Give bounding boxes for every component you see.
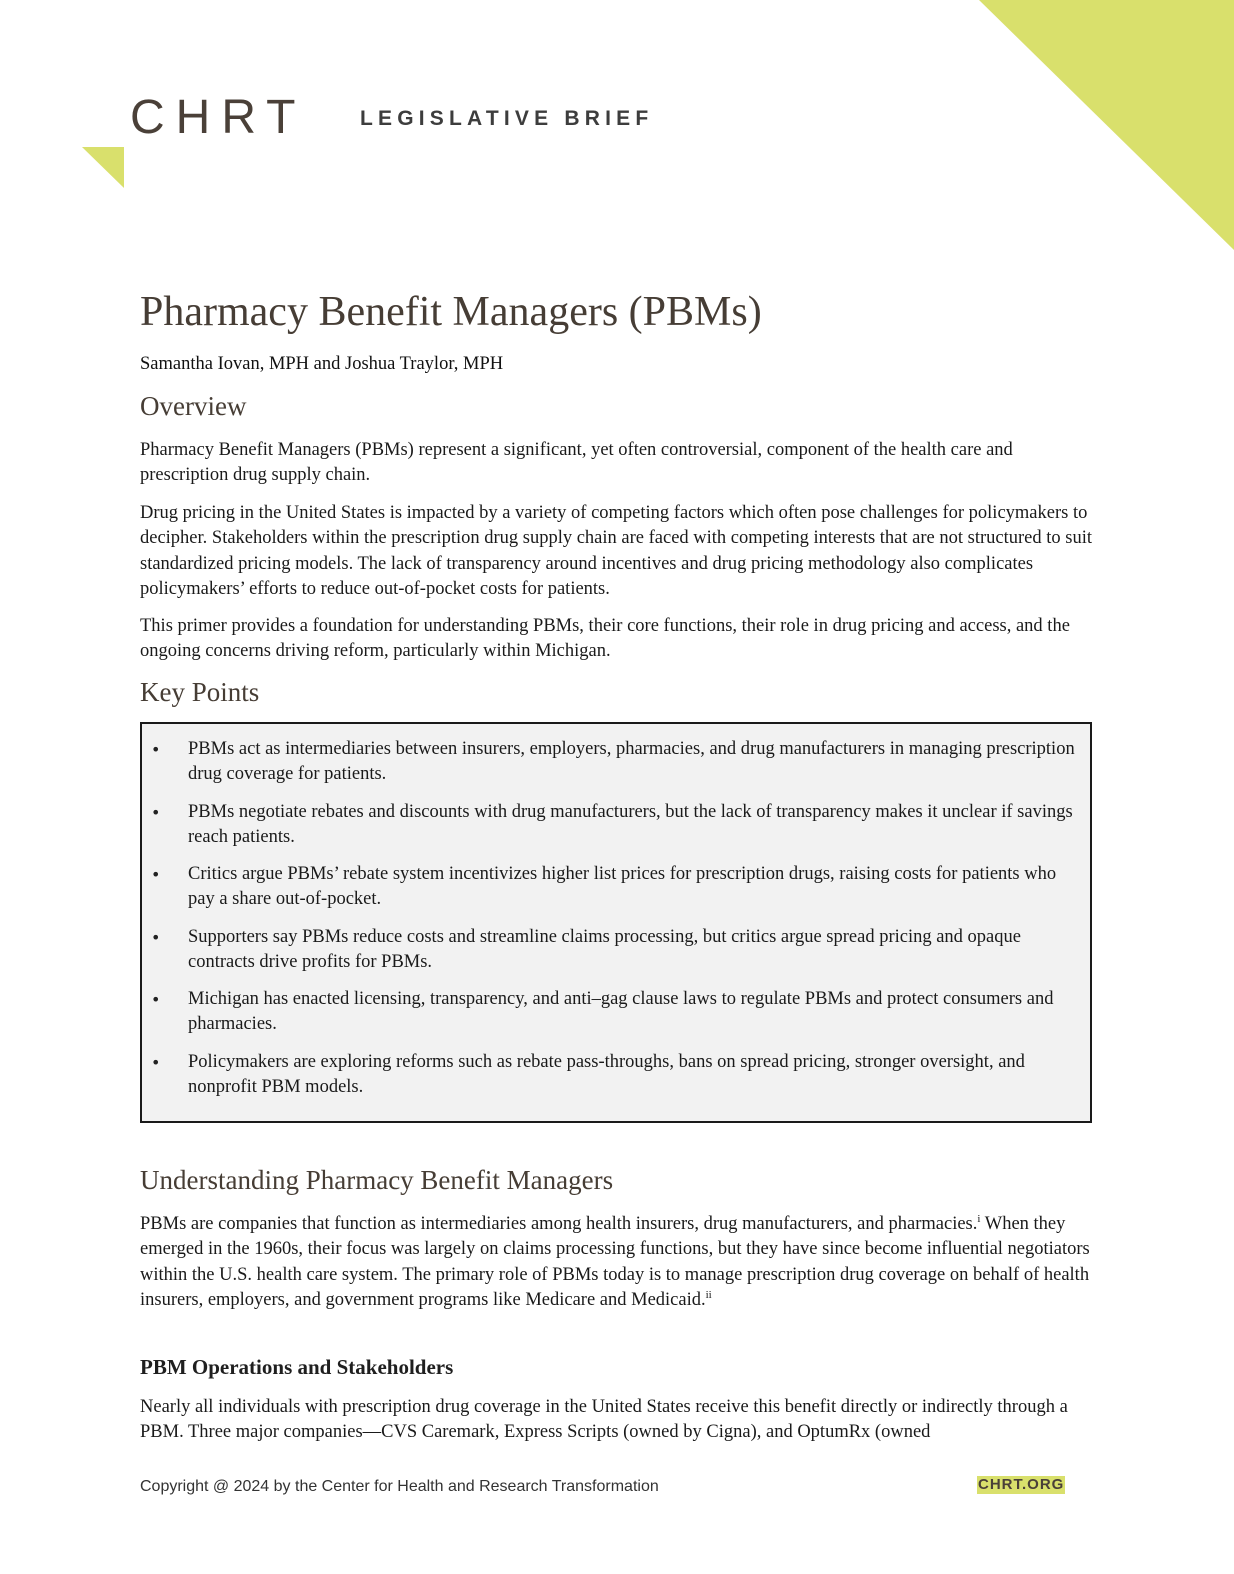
key-point-text: PBMs act as intermediaries between insurers, employers, pharmacies, and drug manufacturers in managing prescription drug coverage for patients. (188, 739, 1075, 785)
bullet-marker: • (151, 1053, 161, 1072)
understanding-heading: Understanding Pharmacy Benefit Managers (140, 1165, 614, 1195)
understanding-paragraph (140, 1212, 1095, 1313)
overview-heading: Overview (140, 391, 247, 421)
key-points-box (140, 722, 1092, 1123)
overview-paragraph-3: This primer provides a foundation for understanding PBMs, their core functions, their role in drug pricing and access, and the ongoing concerns driving reform, particularly within Michigan. (140, 616, 1070, 662)
overview-paragraph-2: Drug pricing in the United States is impacted by a variety of competing factors which often pose challenges for policymakers to decipher. Stakeholders within the prescription drug supply chain are faced with competing interests that are not structured to suit standardized pricing models. The lack of transparency around incentives and drug pricing methodology also complicates policymakers’ efforts to reduce out-of-pocket costs for patients. (140, 503, 1092, 599)
key-point-text: Supporters say PBMs reduce costs and streamline claims processing, but critics argue spread pricing and opaque contracts drive profits for PBMs. (188, 927, 1021, 973)
footer-website-link[interactable]: CHRT.ORG (978, 1476, 1065, 1493)
chrt-logo: CHRT (130, 91, 307, 144)
understanding-text-start: PBMs are companies that function as intermediaries among health insurers, drug manufacturers, and pharmacies. (140, 1214, 978, 1234)
document-type-label: LEGISLATIVE BRIEF (360, 107, 654, 130)
key-point-text: PBMs negotiate rebates and discounts with drug manufacturers, but the lack of transparency makes it unclear if savings reach patients. (188, 802, 1073, 848)
key-point-text: Michigan has enacted licensing, transparency, and anti–gag clause laws to regulate PBMs and protect consumers and pharmacies. (188, 989, 1054, 1035)
bullet-marker: • (151, 803, 161, 822)
bullet-marker: • (151, 928, 161, 947)
key-point-text: Policymakers are exploring reforms such as rebate pass-throughs, bans on spread pricing, stronger oversight, and nonprofit PBM models. (188, 1052, 1025, 1098)
overview-paragraph-1: Pharmacy Benefit Managers (PBMs) represent a significant, yet often controversial, component of the health care and prescription drug supply chain. (140, 440, 1013, 486)
key-points-heading: Key Points (140, 677, 260, 707)
operations-paragraph: Nearly all individuals with prescription drug coverage in the United States receive this benefit directly or indirectly through a PBM. Three major companies—CVS Caremark, Express Scripts (owned by Cigna), and OptumRx (owned (140, 1397, 1068, 1443)
bullet-marker: • (151, 740, 161, 759)
bullet-marker: • (151, 990, 161, 1009)
key-point-text: Critics argue PBMs’ rebate system incentivizes higher list prices for prescription drugs, raising costs for patients who pay a share out-of-pocket. (188, 864, 1057, 910)
page-title: Pharmacy Benefit Managers (PBMs) (140, 289, 762, 335)
footer-copyright: Copyright @ 2024 by the Center for Health and Research Transformation (140, 1478, 659, 1495)
footnote-ref-1[interactable]: i (977, 1212, 981, 1225)
logo-accent-triangle (82, 147, 124, 188)
corner-accent-triangle (979, 0, 1234, 250)
footnote-ref-2[interactable]: ii (705, 1288, 712, 1301)
authors-line: Samantha Iovan, MPH and Joshua Traylor, MPH (140, 354, 504, 374)
understanding-text-middle: When they emerged in the 1960s, their focus was largely on claims processing functions, but they have since become influential negotiators within the U.S. health care system. The primary role of PBMs today is to manage prescription drug coverage on behalf of health insurers, employers, and government programs like Medicare and Medicaid. (140, 1214, 1090, 1310)
operations-heading: PBM Operations and Stakeholders (140, 1355, 454, 1379)
bullet-marker: • (151, 865, 161, 884)
